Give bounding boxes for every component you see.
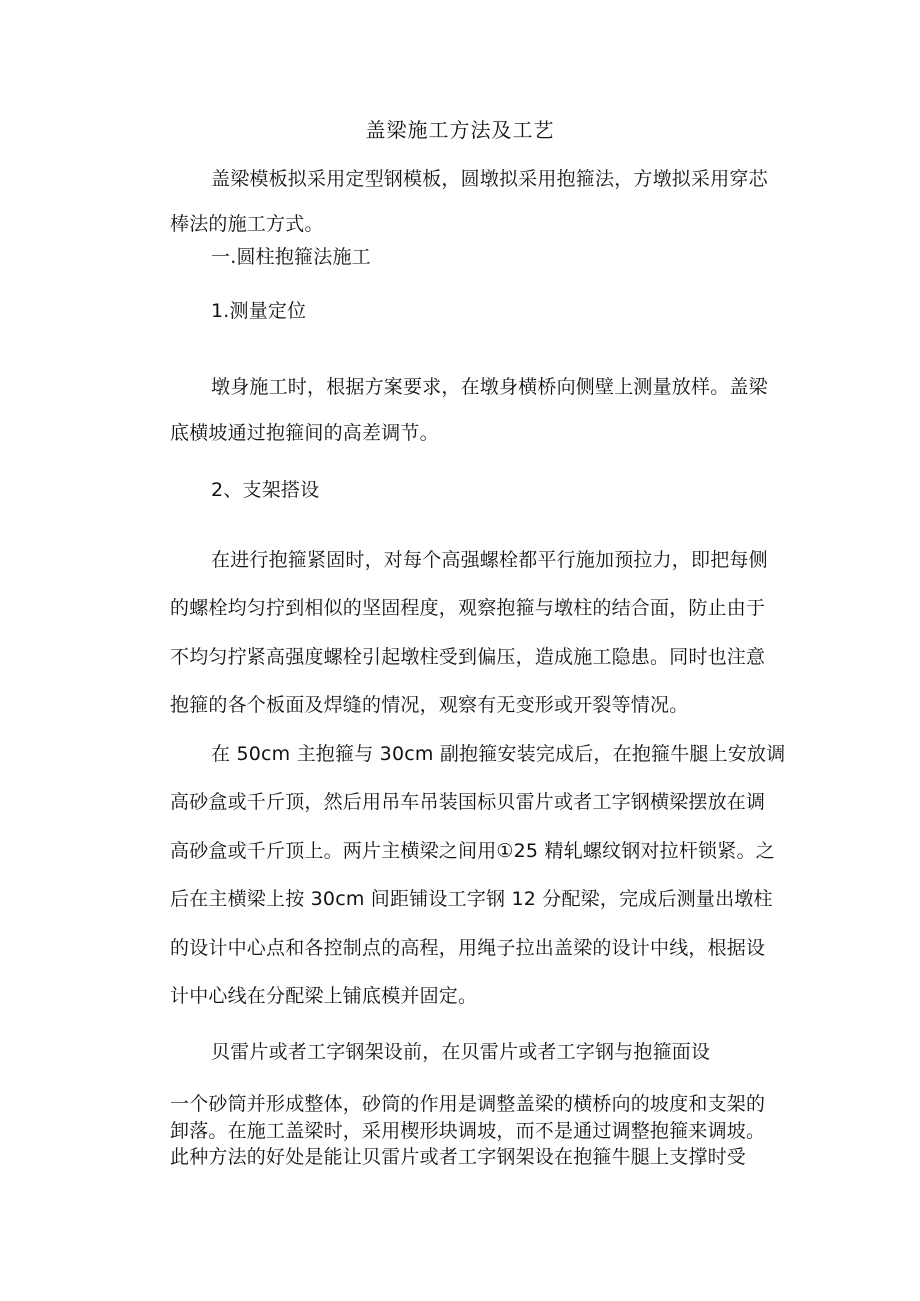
paragraph-line: 墩身施工时，根据方案要求，在墩身横桥向侧壁上测量放样。盖梁 (211, 376, 768, 398)
paragraph-line: 棒法的施工方式。 (170, 213, 324, 235)
paragraph-line: 抱箍的各个板面及焊缝的情况，观察有无变形或开裂等情况。 (170, 694, 689, 716)
paragraph-line: 计中心线在分配梁上铺底模并固定。 (170, 985, 478, 1007)
paragraph-line: 高砂盒或千斤顶，然后用吊车吊装国标贝雷片或者工字钢横梁摆放在调 (170, 791, 766, 813)
paragraph-line: 底横坡通过抱箍间的高差调节。 (170, 422, 439, 444)
paragraph-line: 一个砂筒并形成整体，砂筒的作用是调整盖梁的横桥向的坡度和支架的 (170, 1093, 766, 1115)
paragraph-line: 贝雷片或者工字钢架设前，在贝雷片或者工字钢与抱箍面设 (211, 1041, 711, 1063)
paragraph-line: 盖梁模板拟采用定型钢模板，圆墩拟采用抱箍法，方墩拟采用穿芯 (211, 168, 768, 190)
paragraph-line: 卸落。在施工盖梁时，采用楔形块调坡，而不是通过调整抱箍来调坡。 (170, 1120, 766, 1142)
subsection-heading: 2、支架搭设 (211, 479, 320, 501)
paragraph-line: 后在主横梁上按 30cm 间距铺设工字钢 12 分配梁，完成后测量出墩柱 (170, 888, 773, 910)
section-heading: 一.圆柱抱箍法施工 (211, 246, 371, 268)
subsection-heading: 1.测量定位 (211, 300, 307, 322)
paragraph-line: 的螺栓均匀拧到相似的坚固程度，观察抱箍与墩柱的结合面，防止由于 (170, 597, 766, 619)
paragraph-line: 不均匀拧紧高强度螺栓引起墩柱受到偏压，造成施工隐患。同时也注意 (170, 646, 766, 668)
paragraph-line: 此种方法的好处是能让贝雷片或者工字钢架设在抱箍牛腿上支撑时受 (170, 1146, 747, 1168)
paragraph-line: 在 50cm 主抱箍与 30cm 副抱箍安装完成后，在抱箍牛腿上安放调 (211, 743, 786, 765)
document-title: 盖梁施工方法及工艺 (365, 118, 555, 142)
paragraph-line: 的设计中心点和各控制点的高程，用绳子拉出盖梁的设计中线，根据设 (170, 937, 766, 959)
paragraph-line: 在进行抱箍紧固时，对每个高强螺栓都平行施加预拉力，即把每侧 (211, 549, 768, 571)
paragraph-line: 高砂盒或千斤顶上。两片主横梁之间用①25 精轧螺纹钢对拉杆锁紧。之 (170, 840, 775, 862)
